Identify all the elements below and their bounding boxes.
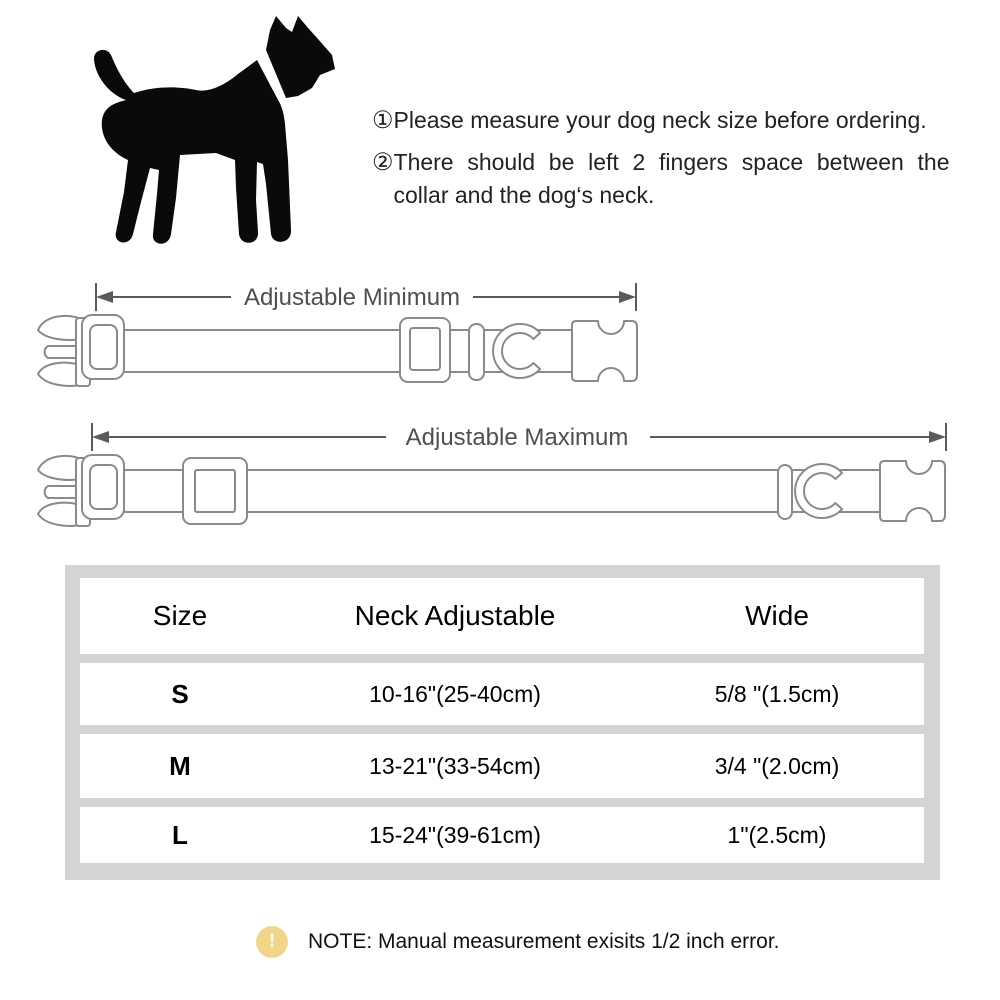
keeper (469, 324, 484, 380)
keeper (778, 465, 792, 519)
measurement-notes (372, 104, 972, 219)
dog-silhouette-image (30, 8, 360, 268)
size-value: M (169, 750, 191, 781)
female-buckle (880, 461, 945, 521)
note-number-2-icon: ② (372, 148, 394, 176)
dimension-line-maximum (86, 420, 952, 454)
dimension-label-maximum: Adjustable Maximum (405, 424, 629, 451)
size-table (65, 565, 940, 880)
neck-value: 10-16"(25-40cm) (369, 680, 541, 707)
size-value: L (172, 819, 188, 850)
note-text-1: Please measure your dog neck size before ordering. (393, 107, 927, 133)
female-buckle (572, 321, 637, 381)
size-table-header-row (80, 578, 924, 654)
neck-value: 15-24"(39-61cm) (369, 821, 541, 848)
male-buckle (38, 455, 124, 526)
header-size: Size (152, 600, 208, 631)
dimension-line-minimum (90, 280, 642, 314)
note-text-2: There should be left 2 fingers space between the collar and the dog‘s neck. (393, 148, 950, 209)
wide-value: 5/8 "(1.5cm) (714, 680, 840, 707)
size-value: S (171, 678, 189, 709)
wide-value: 3/4 "(2.0cm) (714, 752, 840, 779)
footer-note-text: NOTE: Manual measurement exisits 1/2 inch error. (308, 930, 780, 953)
wide-value: 1"(2.5cm) (727, 821, 827, 848)
tri-glide-slider (400, 318, 450, 382)
dog-head-shape (266, 16, 335, 98)
note-item-1 (372, 104, 972, 139)
table-row-large (80, 807, 924, 863)
table-row-medium (80, 734, 924, 798)
collar-diagram-minimum (32, 312, 642, 392)
warning-icon: ! (256, 926, 288, 958)
table-row-small (80, 663, 924, 725)
header-neck-adjustable: Neck Adjustable (354, 600, 556, 631)
note-item-2 (372, 146, 972, 213)
tri-glide-slider (183, 458, 247, 524)
header-wide: Wide (745, 600, 809, 631)
strap (124, 330, 400, 372)
note-number-1-icon: ① (372, 107, 394, 134)
collar-diagram-maximum (32, 452, 947, 532)
male-buckle (38, 315, 124, 386)
dog-body-shape (94, 50, 291, 244)
footer-note (256, 926, 780, 958)
dog-silhouette-svg (30, 8, 360, 268)
dimension-label-minimum: Adjustable Minimum (243, 284, 461, 311)
neck-value: 13-21"(33-54cm) (369, 752, 541, 779)
strap (124, 470, 183, 512)
